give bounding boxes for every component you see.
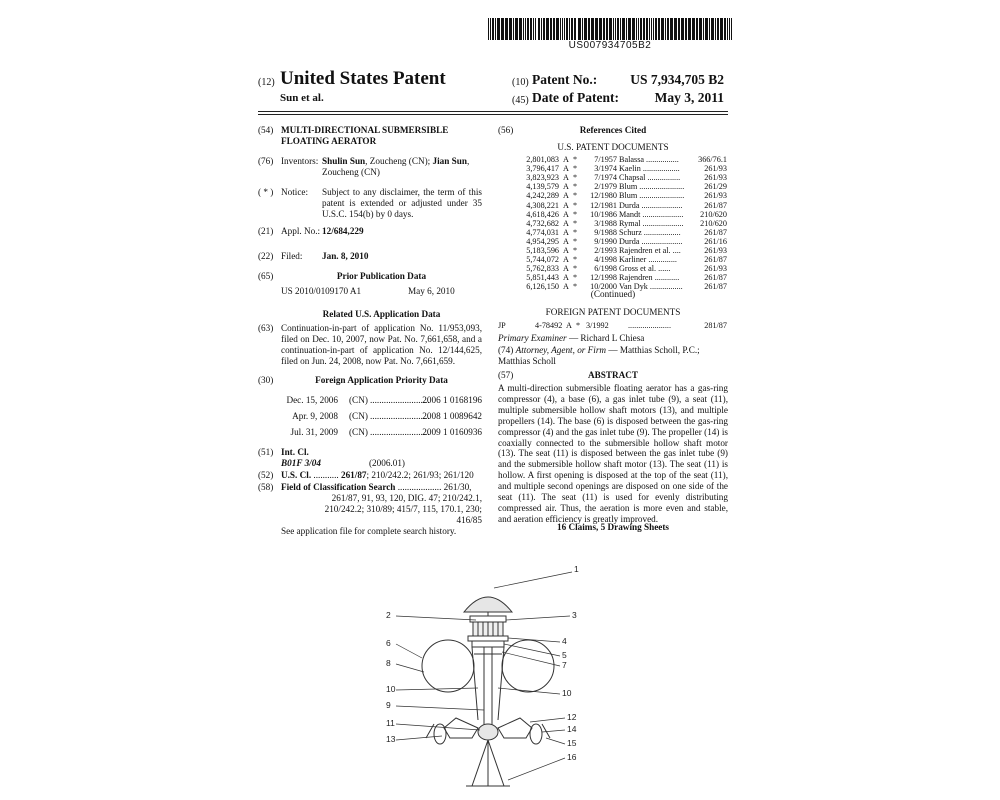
reference-star: * [573, 164, 578, 174]
barcode-bar [523, 18, 524, 40]
patent-no-label: Patent No.: [532, 72, 598, 87]
barcode-bar [582, 18, 583, 40]
reference-star: * [573, 227, 578, 237]
reference-a: A [563, 273, 569, 283]
reference-star: * [573, 155, 578, 164]
reference-a: A [563, 246, 569, 255]
reference-date: 7/1974 [594, 173, 617, 183]
barcode-bar [705, 18, 708, 40]
drawing-label: 9 [386, 700, 391, 710]
barcode-bar [519, 18, 522, 40]
reference-class: 261/93 [704, 246, 727, 255]
reference-a: A [563, 155, 569, 164]
barcode-number: US007934705B2 [568, 40, 652, 51]
reference-name: Kaelin .................. [619, 164, 680, 174]
barcode-bar [658, 18, 660, 40]
reference-no: 4,308,221 [526, 200, 559, 210]
reference-class: 210/620 [700, 218, 727, 228]
continued-note: (Continued) [590, 289, 636, 299]
barcode-bar [703, 18, 704, 40]
reference-star: * [573, 209, 578, 219]
field-code-54: (54) [258, 125, 274, 135]
barcode-bar [661, 18, 664, 40]
barcode-bar [715, 18, 716, 40]
drawing-label: 1 [574, 564, 579, 574]
prior-publication-date: May 6, 2010 [408, 286, 455, 296]
reference-date: 2/1979 [594, 182, 617, 192]
reference-class: 210/620 [700, 209, 727, 219]
barcode-bar [584, 18, 587, 40]
prior-publication-title: Prior Publication Data [336, 271, 427, 281]
barcode-bar [566, 18, 568, 40]
reference-name: Balassa ................ [619, 155, 679, 164]
barcode-bar [591, 18, 594, 40]
reference-a: A [563, 264, 569, 274]
reference-name: Rajendren et al. .... [619, 246, 681, 255]
barcode-bar [588, 18, 590, 40]
drawing-label: 4 [562, 636, 567, 646]
barcode-bar [492, 18, 494, 40]
barcode-bar [685, 18, 687, 40]
reference-class: 261/87 [704, 255, 727, 265]
priority-country: (CN) [349, 395, 368, 405]
abstract-title: ABSTRACT [587, 370, 639, 380]
barcode-bar [646, 18, 648, 40]
reference-date: 9/1990 [594, 236, 617, 246]
barcode-bar [495, 18, 496, 40]
barcode-bar [541, 18, 542, 40]
reference-no: 4,139,579 [526, 182, 559, 192]
reference-a: A [563, 255, 569, 265]
reference-name: Rajendren ............ [619, 273, 680, 283]
reference-name: Van Dyk ................ [619, 282, 683, 292]
barcode-bar [606, 18, 608, 40]
barcode-bar [655, 18, 657, 40]
reference-star: * [573, 282, 578, 292]
reference-date: 12/1998 [590, 273, 617, 283]
reference-no: 3,796,417 [526, 164, 559, 174]
reference-star: * [573, 218, 578, 228]
barcode-bar [543, 18, 545, 40]
reference-no: 4,618,426 [526, 209, 559, 219]
barcode-bar [636, 18, 637, 40]
barcode-bar [699, 18, 702, 40]
priority-dots: .......................... [370, 395, 430, 405]
filed-date: Jan. 8, 2010 [322, 251, 369, 261]
barcode-bar [527, 18, 529, 40]
appl-no: 12/684,229 [322, 226, 364, 236]
drawing-label: 15 [567, 738, 577, 748]
reference-a: A [563, 218, 569, 228]
field-search-line-3: 210/242.2; 310/89; 415/7, 115, 170.1, 230; [324, 504, 482, 514]
barcode-bar [615, 18, 616, 40]
barcode-bar [550, 18, 552, 40]
drawing-label: 10 [386, 684, 396, 694]
field-search-line-1: Field of Classification Search ................... 261/30, [281, 482, 472, 492]
barcode-bar [564, 18, 565, 40]
primary-examiner: Primary Examiner — Richard L Chiesa [498, 333, 645, 343]
attorney-line-2: Matthias Scholl [498, 356, 556, 366]
reference-star: * [573, 264, 578, 274]
reference-class: 261/29 [704, 182, 727, 192]
barcode-bar [678, 18, 680, 40]
barcode-bar [569, 18, 570, 40]
barcode-bar [665, 18, 666, 40]
priority-no: 2006 1 0168196 [422, 395, 482, 405]
reference-no: 5,183,596 [526, 246, 559, 255]
reference-date: 6/1998 [594, 264, 617, 274]
barcode-bar [513, 18, 514, 40]
reference-date: 12/1981 [590, 200, 617, 210]
priority-country: (CN) [349, 411, 368, 421]
barcode-bar [724, 18, 726, 40]
priority-country: (CN) [349, 427, 368, 437]
reference-star: * [573, 200, 578, 210]
reference-class: 261/93 [704, 164, 727, 174]
inventors-short: Sun et al. [280, 92, 324, 104]
related-app-title: Related U.S. Application Data [322, 309, 441, 319]
patent-number: US 7,934,705 B2 [630, 72, 724, 87]
barcode-bar [556, 18, 559, 40]
priority-dots: .......................... [370, 427, 430, 437]
barcode-bar [643, 18, 645, 40]
field-code-51: (51) [258, 447, 274, 457]
reference-name: Blum ...................... [619, 191, 685, 201]
notice-text: Subject to any disclaimer, the term of this patent is extended or adjusted under 35 U.S.C. 154(b) by 0 days. [322, 187, 482, 219]
reference-class: 261/87 [704, 200, 727, 210]
barcode-bar [530, 18, 532, 40]
barcode-bar [651, 18, 652, 40]
reference-a: A [563, 227, 569, 237]
barcode-bar [553, 18, 555, 40]
invention-title: MULTI-DIRECTIONAL SUBMERSIBLE FLOATING AERATOR [281, 125, 449, 146]
appl-no-label: Appl. No.: [281, 226, 321, 236]
reference-star: * [573, 273, 578, 283]
barcode-bar [574, 18, 576, 40]
reference-no: 6,126,150 [526, 282, 559, 292]
barcode-bar [497, 18, 500, 40]
barcode-bar [670, 18, 673, 40]
barcode-bar [515, 18, 518, 40]
barcode-bar [571, 18, 573, 40]
patent-country-title: United States Patent [280, 68, 446, 89]
reference-class: 261/93 [704, 264, 727, 274]
abstract-text: A multi-direction submersible floating aerator has a gas-ring compressor (4), a base (6), a gas inlet tube (9), a seat (11), multiple submersible hollow shaft motors (13), and multiple propellers (14). The base (6) is disposed between the gas-ring compressor (4) and the gas inlet tube (9). The propeller (14) is coaxially connected to the submersible hollow shaft motor (13). The seat (11) is disposed between the gas inlet tube (9) and the submersible hollow shaft motor (13). The seat (11) is hollow. A first opening is disposed at the top of the seat (11), and multiple second openings are disposed on one side of the seat (11). The seat (11) is used for evenly distributing compressed air. Thus, the aeration is more even and stable, and aeration efficiency is greatly improved. [498, 383, 728, 524]
field-code-56: (56) [498, 125, 514, 135]
drawing-label: 2 [386, 610, 391, 620]
reference-name: Gross et al. ...... [619, 264, 671, 274]
barcode-bar [505, 18, 508, 40]
reference-class: 261/93 [704, 191, 727, 201]
drawing-label: 10 [562, 688, 572, 698]
barcode-bar [632, 18, 635, 40]
field-code-65: (65) [258, 271, 274, 281]
reference-star: * [573, 255, 578, 265]
field-search-line-2: 261/87, 91, 93, 120, DIG. 47; 210/242.1, [331, 493, 482, 503]
us-cl-line: U.S. Cl. ........... 261/87; 210/242.2; 261/93; 261/120 [281, 470, 474, 480]
barcode-bar [599, 18, 602, 40]
priority-no: 2009 1 0160936 [422, 427, 482, 437]
reference-a: A [563, 209, 569, 219]
barcode-bar [501, 18, 504, 40]
int-cl-label: Int. Cl. [281, 447, 309, 457]
barcode-bar [525, 18, 526, 40]
barcode-bar [628, 18, 631, 40]
reference-no: 2,801,083 [526, 155, 559, 164]
date-of-patent-label: Date of Patent: [532, 90, 619, 105]
field-code-52: (52) [258, 470, 274, 480]
barcode-bar [681, 18, 684, 40]
reference-name: Durda .................... [619, 236, 683, 246]
reference-no: 5,851,443 [526, 273, 559, 283]
barcode-bar [622, 18, 625, 40]
field-code-21: (21) [258, 226, 274, 236]
reference-name: Rymal .................... [619, 218, 684, 228]
barcode-bar [727, 18, 728, 40]
reference-a: A [563, 173, 569, 183]
references-title: References Cited [579, 125, 647, 135]
reference-a: A [563, 236, 569, 246]
reference-star: * [573, 246, 578, 255]
reference-no: 4,954,295 [526, 236, 559, 246]
inventors-label: Inventors: [281, 156, 319, 166]
priority-date: Jul. 31, 2009 [290, 427, 338, 437]
field-code-76: (76) [258, 156, 274, 166]
field-code-58: (58) [258, 482, 274, 492]
inventors-line-1: Shulin Sun, Zoucheng (CN); Jian Sun, [322, 156, 470, 166]
notice-label: Notice: [281, 187, 309, 197]
us-patent-docs-title: U.S. PATENT DOCUMENTS [557, 142, 669, 152]
barcode-bar [688, 18, 691, 40]
reference-name: Durda .................... [619, 200, 683, 210]
barcode-bar [626, 18, 627, 40]
barcode-bar [667, 18, 669, 40]
barcode-bar [696, 18, 698, 40]
barcode-bar [535, 18, 536, 40]
reference-a: A [563, 191, 569, 201]
reference-star: * [573, 236, 578, 246]
drawing-label: 5 [562, 650, 567, 660]
drawing-label: 3 [572, 610, 577, 620]
reference-name: Blum ...................... [619, 182, 685, 192]
int-cl-version: (2006.01) [369, 458, 405, 468]
aerator-drawing [360, 560, 620, 800]
reference-date: 10/2000 [590, 282, 617, 292]
filed-label: Filed: [281, 251, 303, 261]
header-rule-top [258, 111, 728, 112]
reference-no: 5,744,072 [526, 255, 559, 265]
field-code-22: (22) [258, 251, 274, 261]
drawing-label: 16 [567, 752, 577, 762]
reference-class: 366/76.1 [698, 155, 727, 164]
reference-no: 5,762,833 [526, 264, 559, 274]
barcode-bar [509, 18, 512, 40]
barcode-bar [617, 18, 619, 40]
field-code-30: (30) [258, 375, 274, 385]
barcode [488, 18, 732, 40]
priority-no: 2008 1 0089642 [422, 411, 482, 421]
reference-class: 261/93 [704, 173, 727, 183]
barcode-bar [488, 18, 489, 40]
reference-a: A [563, 282, 569, 292]
date-of-patent: May 3, 2011 [654, 90, 724, 105]
barcode-bar [731, 18, 732, 40]
barcode-bar [620, 18, 621, 40]
field-code-10: (10) [512, 77, 529, 88]
reference-date: 4/1998 [594, 255, 617, 265]
drawing-label: 14 [567, 724, 577, 734]
barcode-bar [533, 18, 534, 40]
reference-star: * [573, 173, 578, 183]
reference-name: Chapsal ................ [619, 173, 681, 183]
barcode-bar [717, 18, 719, 40]
barcode-bar [638, 18, 639, 40]
drawing-label: 7 [562, 660, 567, 670]
drawing-label: 11 [386, 718, 395, 728]
reference-date: 3/1988 [594, 218, 617, 228]
reference-name: Schurz .................. [619, 227, 681, 237]
foreign-patent-docs-title: FOREIGN PATENT DOCUMENTS [545, 307, 681, 317]
barcode-bar [578, 18, 581, 40]
reference-no: 4,774,031 [526, 227, 559, 237]
field-code-63: (63) [258, 323, 274, 333]
reference-class: 261/87 [704, 227, 727, 237]
barcode-bar [649, 18, 650, 40]
drawing-label: 6 [386, 638, 391, 648]
reference-a: A [563, 182, 569, 192]
barcode-bar [674, 18, 677, 40]
barcode-bar [720, 18, 723, 40]
barcode-bar [640, 18, 642, 40]
reference-no: 3,823,923 [526, 173, 559, 183]
reference-date: 3/1974 [594, 164, 617, 174]
barcode-bar [560, 18, 561, 40]
reference-date: 12/1980 [590, 191, 617, 201]
barcode-bar [653, 18, 654, 40]
reference-a: A [563, 164, 569, 174]
reference-class: 261/16 [704, 236, 727, 246]
priority-date: Dec. 15, 2006 [286, 395, 338, 405]
search-history-note: See application file for complete search history. [281, 526, 457, 536]
barcode-bar [692, 18, 695, 40]
reference-a: A [563, 200, 569, 210]
reference-name: Mandt .................... [619, 209, 684, 219]
reference-date: 2/1993 [594, 246, 617, 255]
reference-date: 7/1957 [594, 155, 617, 164]
reference-no: 4,242,289 [526, 191, 559, 201]
barcode-bar [711, 18, 714, 40]
barcode-bar [538, 18, 540, 40]
claims-summary: 16 Claims, 5 Drawing Sheets [556, 522, 670, 532]
header-rule-bottom [258, 114, 728, 115]
attorney-line-1: (74) Attorney, Agent, or Firm — Matthias Scholl, P.C.; [498, 345, 700, 355]
reference-date: 10/1986 [590, 209, 617, 219]
reference-no: 4,732,682 [526, 218, 559, 228]
foreign-priority-title: Foreign Application Priority Data [315, 375, 448, 385]
barcode-bar [709, 18, 710, 40]
reference-date: 9/1988 [594, 227, 617, 237]
barcode-bar [613, 18, 614, 40]
barcode-bar [595, 18, 598, 40]
reference-star: * [573, 182, 578, 192]
reference-class: 261/87 [704, 273, 727, 283]
drawing-label: 13 [386, 734, 396, 744]
field-code-45: (45) [512, 95, 529, 106]
continuation-text: Continuation-in-part of application No. 11/953,093, filed on Dec. 10, 2007, now Pat. No. 7,661,658, and a continuation-in-part of application No. 12/144,625, filed on Jun. 24, 2008, now Pat. No. 7,661,659. [281, 323, 482, 366]
barcode-bar [729, 18, 730, 40]
priority-dots: .......................... [370, 411, 430, 421]
reference-star: * [573, 191, 578, 201]
barcode-bar [603, 18, 605, 40]
barcode-bar [546, 18, 549, 40]
reference-class: 261/87 [704, 282, 727, 292]
inventors-line-2: Zoucheng (CN) [322, 167, 380, 177]
field-code-12: (12) [258, 77, 275, 88]
barcode-bar [562, 18, 563, 40]
field-code-notice: ( * ) [258, 187, 274, 197]
field-search-line-4: 416/85 [456, 515, 482, 525]
barcode-bar [490, 18, 491, 40]
int-cl-class: B01F 3/04 [281, 458, 321, 468]
field-code-57: (57) [498, 370, 514, 380]
reference-name: Karliner .............. [619, 255, 677, 265]
drawing-label: 12 [567, 712, 577, 722]
prior-publication-number: US 2010/0109170 A1 [281, 286, 362, 296]
drawing-label: 8 [386, 658, 391, 668]
barcode-bar [609, 18, 612, 40]
priority-date: Apr. 9, 2008 [292, 411, 338, 421]
